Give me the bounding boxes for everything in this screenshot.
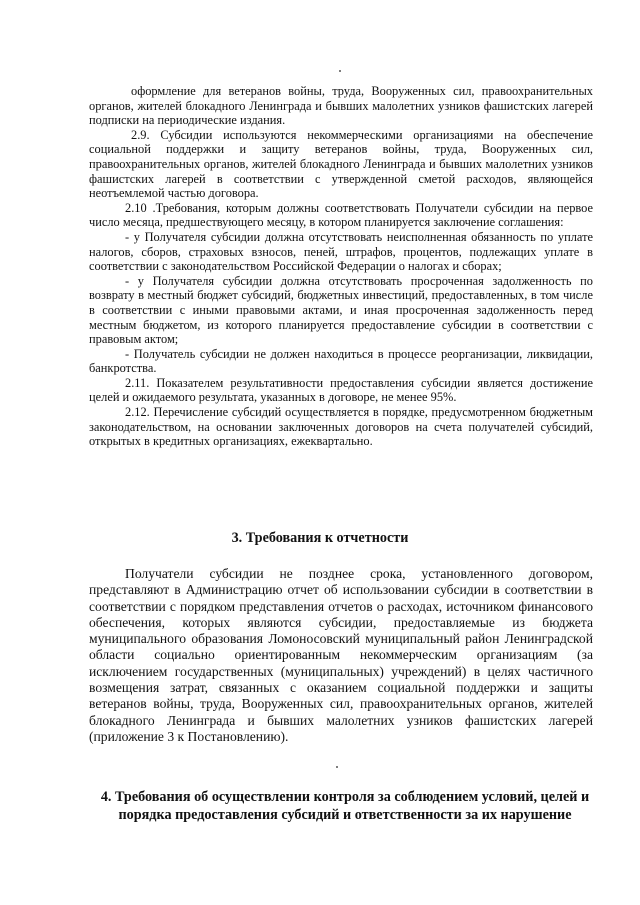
paragraph-2-10: 2.10 .Требования, которым должны соответствовать Получатели субсидии на первое число месяца, предшествующего месяцу, в котором планируется заключение соглашения: [89, 200, 593, 230]
paragraph-debt: - у Получателя субсидии должна отсутствовать просроченная задолженность по возврату в местный бюджет субсидий, бюджетных инвестиций, предоставленных, в том числе в соответствии с иными правовыми актами, и иная просроченная задолженность перед местным бюджетом, из которого планируется предоставление субсидии в соответствии с правовым актом; [89, 273, 593, 347]
paragraph-2-9: 2.9. Субсидии используются некоммерческими организациями на обеспечение социальной поддержки и защиту ветеранов войны, труда, Вооруженных сил, правоохранительных органов, жителей блокадного Ленинграда и бывших малолетних узников фашистских лагерей в соответствии с утвержденной сметой расходов, являющейся неотъемлемой частью договора. [89, 127, 593, 201]
scan-speck [336, 766, 338, 768]
paragraph-subscription: оформление для ветеранов войны, труда, Вооруженных сил, правоохранительных органов, жителей блокадного Ленинграда и бывших малолетних узников фашистских лагерей подписки на периодические издания. [89, 84, 593, 128]
section-3-body [89, 566, 593, 745]
paragraph-2-12: 2.12. Перечисление субсидий осуществляется в порядке, предусмотренном бюджетным законодательством, на основании заключенных договоров на счета получателей субсидий, открытых в кредитных организациях, ежеквартально. [89, 405, 593, 449]
scan-speck [339, 70, 341, 72]
paragraph-reorganization: - Получатель субсидии не должен находиться в процессе реорганизации, ликвидации, банкротства. [89, 346, 593, 376]
section-3-heading: 3. Требования к отчетности [231, 530, 409, 546]
section-3-paragraph: Получатели субсидии не позднее срока, установленного договором, представляют в Администрацию отчет об использовании субсидии в соответствии в соответствии с порядком представления отчетов о расходах, источником финансового обеспечения, которых являются субсидии, предоставляемые из бюджета муниципального образования Ломоносовский муниципальный район Ленинградской области социально ориентированным некоммерческим организациям (за исключением государственных (муниципальных) учреждений) в целях частичного возмещения затрат, связанных с оказанием социальной поддержки и защиты ветеранов войны, труда, Вооруженных сил, правоохранительных органов, жителей блокадного Ленинграда и бывших малолетних узников фашистских лагерей (приложение 3 к Постановлению). [89, 566, 593, 744]
paragraph-taxes: - у Получателя субсидии должна отсутствовать неисполненная обязанность по уплате налогов, сборов, страховых взносов, пеней, штрафов, процентов, подлежащих уплате в соответствии с законодательством Российской Федерации о налогах и сборах; [89, 229, 593, 274]
section-2-continuation [89, 84, 593, 449]
section-4-heading: 4. Требования об осуществлении контроля за соблюдением условий, целей и порядка предоставления субсидий и ответственности за их нарушение [100, 789, 590, 823]
paragraph-2-11: 2.11. Показателем результативности предоставления субсидии является достижение целей и ожидаемого результата, указанных в договоре, не менее 95%. [89, 375, 593, 405]
